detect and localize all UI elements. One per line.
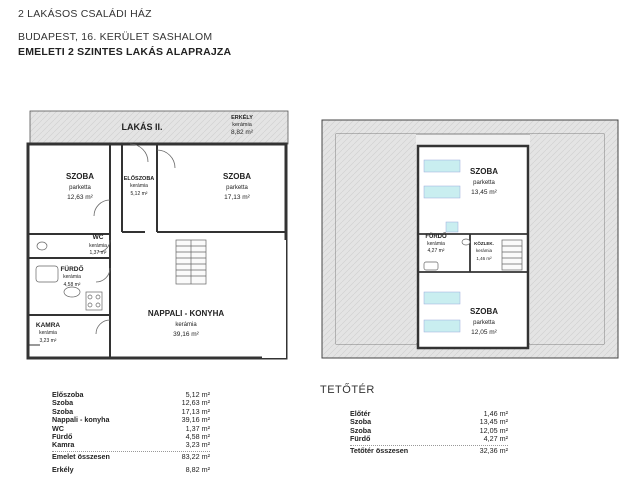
- room-material: kerámia: [63, 274, 81, 280]
- room-material: kerámia: [175, 322, 197, 328]
- table-row: [52, 441, 210, 449]
- room-material: kerámia: [130, 183, 148, 189]
- unit-label: LAKÁS II.: [121, 122, 163, 132]
- floor-plan-attic: [322, 120, 618, 358]
- total-label: Tetőtér összesen: [350, 445, 409, 455]
- skylight-icon: [446, 222, 458, 232]
- room-name: KÖZLEK.: [474, 241, 494, 246]
- room-area: 1,46 m²: [476, 256, 492, 261]
- room-area: 1,37 m²: [89, 250, 107, 256]
- area-table-attic: [350, 410, 508, 455]
- room-area: 4,58 m²: [63, 282, 81, 288]
- room-area: 13,45 m²: [471, 189, 497, 196]
- row-label: Fürdő: [350, 434, 371, 444]
- room-area: 8,82 m²: [230, 129, 254, 136]
- row-value: 12,63 m²: [181, 398, 210, 408]
- attic-section-title: TETŐTÉR: [320, 384, 375, 396]
- room-material: kerámia: [427, 241, 445, 247]
- table-total-row: [350, 447, 508, 455]
- skylight-icon: [424, 186, 460, 198]
- row-label: Szoba: [52, 406, 74, 416]
- extra-value: 8,82 m²: [185, 465, 210, 475]
- total-label: Emelet összesen: [52, 451, 110, 461]
- row-value: 13,45 m²: [479, 417, 508, 427]
- row-label: Szoba: [52, 398, 74, 408]
- row-label: Szoba: [350, 425, 372, 435]
- room-name: FÜRDŐ: [425, 234, 447, 240]
- row-value: 1,46 m²: [483, 409, 508, 418]
- room-area: 12,05 m²: [471, 329, 497, 336]
- stove-icon: [86, 292, 102, 310]
- sink-icon: [64, 287, 80, 297]
- room-area: 17,13 m²: [224, 194, 250, 201]
- bathtub-icon: [36, 266, 58, 282]
- row-label: Nappali - konyha: [52, 415, 110, 425]
- area-table-floor: [52, 391, 210, 475]
- room-material: parketta: [69, 185, 91, 191]
- room-area: 5,12 m²: [130, 191, 148, 197]
- title-line-1: 2 LAKÁSOS CSALÁDI HÁZ: [18, 8, 152, 20]
- room-name: SZOBA: [470, 307, 498, 316]
- room-name: ERKÉLY: [231, 115, 253, 121]
- attic-staircase: [502, 240, 522, 270]
- room-material: parketta: [226, 185, 248, 191]
- row-label: WC: [52, 423, 64, 433]
- row-label: Fürdő: [52, 432, 73, 442]
- room-name: KAMRA: [35, 322, 61, 329]
- row-label: Szoba: [350, 417, 372, 427]
- row-value: 17,13 m²: [181, 406, 210, 416]
- room-area: 12,63 m²: [67, 194, 93, 201]
- skylight-icon: [424, 160, 460, 172]
- skylight-icon: [424, 292, 460, 304]
- table-row: [350, 435, 508, 443]
- room-material: parketta: [473, 320, 495, 326]
- room-name: SZOBA: [66, 172, 94, 181]
- room-material: kerámia: [475, 248, 493, 253]
- total-value: 32,36 m²: [479, 445, 508, 455]
- row-value: 12,05 m²: [479, 425, 508, 435]
- room-area: 4,27 m²: [427, 248, 445, 254]
- row-value: 39,16 m²: [181, 415, 210, 425]
- room-name: WC: [92, 234, 104, 241]
- title-line-2: BUDAPEST, 16. KERÜLET SASHALOM: [18, 31, 213, 43]
- row-label: Előszoba: [52, 390, 84, 399]
- room-name: FÜRDŐ: [60, 266, 84, 273]
- extra-label: Erkély: [52, 465, 74, 475]
- room-material: kerámia: [232, 122, 252, 128]
- row-value: 5,12 m²: [185, 390, 210, 399]
- row-label: Kamra: [52, 440, 75, 450]
- floor-plan-upper: [28, 111, 288, 358]
- toilet-icon: [462, 239, 470, 245]
- row-value: 3,23 m²: [185, 440, 210, 450]
- room-name: ELŐSZOBA: [123, 176, 155, 182]
- room-name: SZOBA: [223, 172, 251, 181]
- room-area: 3,23 m²: [39, 338, 57, 344]
- room-area: 39,16 m²: [173, 331, 199, 338]
- staircase: [176, 240, 206, 284]
- table-total-row: [52, 453, 210, 461]
- room-material: kerámia: [39, 330, 57, 336]
- room-name: NAPPALI - KONYHA: [147, 309, 225, 318]
- room-material: parketta: [473, 180, 495, 186]
- skylight-icon: [424, 320, 460, 332]
- room-name: SZOBA: [470, 167, 498, 176]
- row-value: 4,27 m²: [483, 434, 508, 444]
- row-label: Előtér: [350, 409, 371, 418]
- room-material: kerámia: [89, 243, 107, 249]
- sink-icon: [424, 262, 438, 270]
- total-value: 83,22 m²: [181, 451, 210, 461]
- row-value: 4,58 m²: [185, 432, 210, 442]
- toilet-icon: [37, 242, 47, 250]
- table-extra-row: [52, 466, 210, 474]
- title-line-3: EMELETI 2 SZINTES LAKÁS ALAPRAJZA: [18, 46, 232, 58]
- row-value: 1,37 m²: [185, 423, 210, 433]
